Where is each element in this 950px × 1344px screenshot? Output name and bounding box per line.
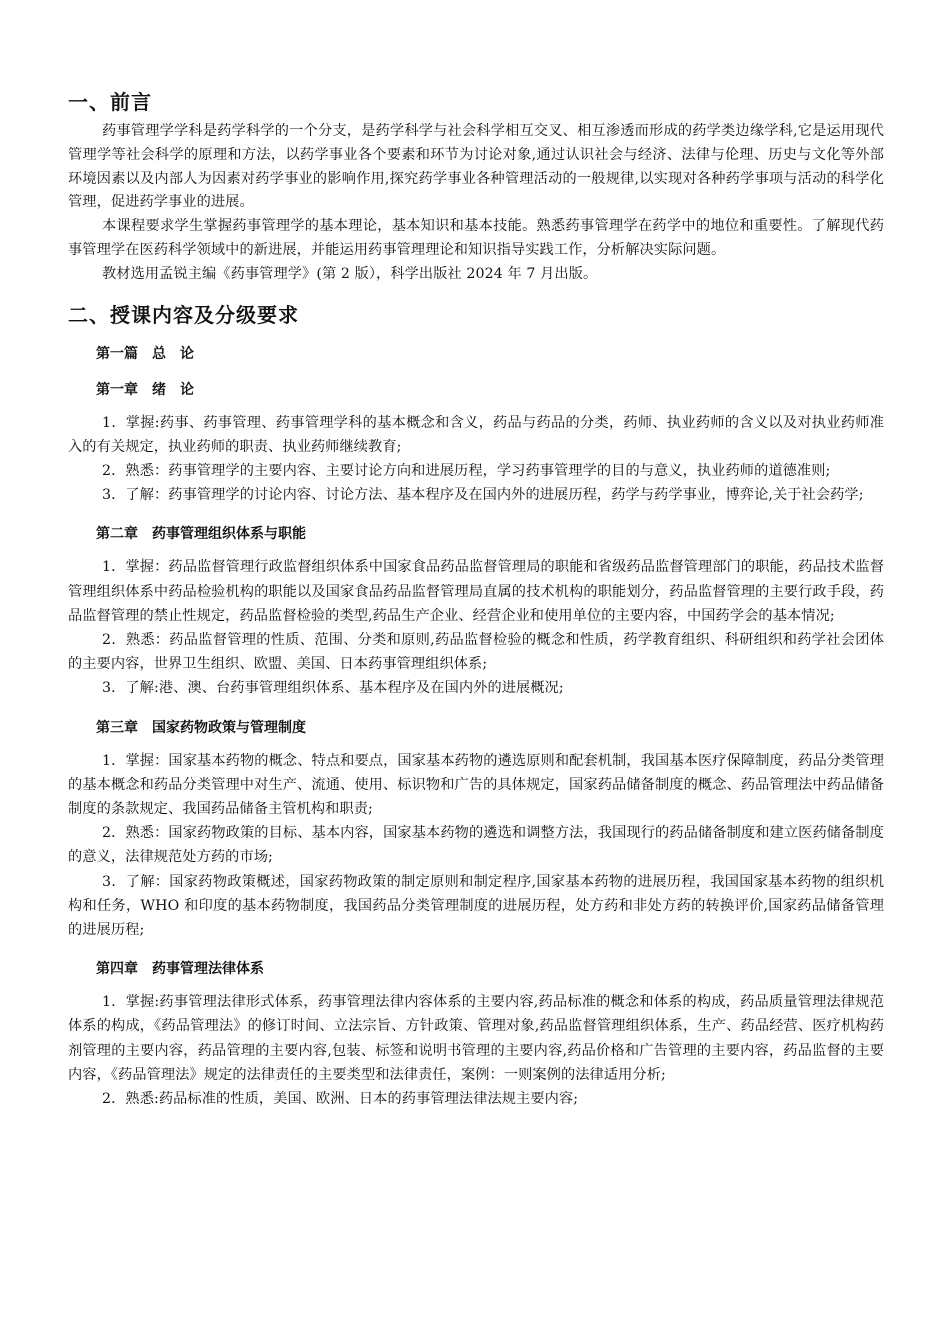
chapter-items	[68, 411, 884, 508]
requirement-item: 1．掌握：国家基本药物的概念、特点和要点，国家基本药物的遴选原则和配套机制，我国基本医疗保障制度，药品分类管理的基本概念和药品分类管理中对生产、流通、使用、标识物和广告的具体规定，国家药品储备制度的概念、药品管理法中药品储备制度的条款规定、我国药品储备主管机构和职责;	[68, 752, 884, 818]
chapter-items	[68, 555, 884, 700]
requirement-item: 2．熟悉：国家药物政策的目标、基本内容，国家基本药物的遴选和调整方法，我国现行的药品储备制度和建立医药储备制度的意义，法律规范处方药的市场;	[68, 825, 884, 866]
chapter-title: 第三章 国家药物政策与管理制度	[96, 719, 306, 736]
requirement-item: 3．了解：药事管理学的讨论内容、讨论方法、基本程序及在国内外的进展历程，药学与药学事业，博弈论,关于社会药学;	[102, 487, 864, 504]
chapter-items	[68, 749, 884, 943]
requirement-item: 1．掌握:药事、药事管理、药事管理学科的基本概念和含义，药品与药品的分类，药师、执业药师的含义以及对执业药师准入的有关规定，执业药师的职责、执业药师继续教育;	[68, 414, 884, 455]
preface-paragraph: 药事管理学学科是药学科学的一个分支，是药学科学与社会科学相互交叉、相互渗透而形成的药学类边缘学科,它是运用现代管理学等社会科学的原理和方法，以药学事业各个要素和环节为讨论对象,通过认识社会与经济、法律与伦理、历史与文化等外部环境因素以及内部人为因素对药学事业的影响作用,探究药学事业各种管理活动的一般规律,以实现对各种药学事项与活动的科学化管理，促进药学事业的进展。	[68, 123, 884, 211]
preface-paragraph: 本课程要求学生掌握药事管理学的基本理论，基本知识和基本技能。熟悉药事管理学在药学中的地位和重要性。了解现代药事管理学在医药科学领域中的新进展，并能运用药事管理理论和知识指导实践工作，分析解决实际问题。	[68, 218, 884, 258]
chapter-title: 第四章 药事管理法律体系	[96, 961, 264, 978]
requirement-item: 3．了解：国家药物政策概述，国家药物政策的制定原则和制定程序,国家基本药物的进展历程，我国国家基本药物的组织机构和任务，WHO 和印度的基本药物制度，我国药品分类管理制度的进展历程，处方药和非处方药的转换评价,国家药品储备管理的进展历程;	[68, 873, 884, 939]
requirement-item: 1．掌握:药事管理法律形式体系，药事管理法律内容体系的主要内容,药品标准的概念和体系的构成，药品质量管理法律规范体系的构成，《药品管理法》的修订时间、立法宗旨、方针政策、管理对象,药品监督管理组织体系，生产、药品经营、医疗机构药剂管理的主要内容，药品管理的主要内容,包装、标签和说明书管理的主要内容,药品价格和广告管理的主要内容，药品监督的主要内容，《药品管理法》规定的法律责任的主要类型和法律责任，案例：一则案例的法律适用分析;	[68, 994, 884, 1083]
part-title: 第一篇 总 论	[96, 345, 194, 362]
requirement-item: 2．熟悉:药品标准的性质，美国、欧洲、日本的药事管理法律法规主要内容;	[102, 1091, 579, 1108]
requirement-item: 3．了解:港、澳、台药事管理组织体系、基本程序及在国内外的进展概况;	[102, 680, 564, 697]
requirement-item: 2．熟悉：药品监督管理的性质、范围、分类和原则,药品监督检验的概念和性质，药学教育组织、科研组织和药学社会团体的主要内容，世界卫生组织、欧盟、美国、日本药事管理组织体系;	[68, 632, 884, 673]
section-heading-preface: 一、前言	[68, 90, 152, 114]
requirement-item: 2．熟悉：药事管理学的主要内容、主要讨论方向和进展历程，学习药事管理学的目的与意义，执业药师的道德准则;	[102, 462, 831, 479]
requirement-item: 1．掌握：药品监督管理行政监督组织体系中国家食品药品监督管理局的职能和省级药品监督管理部门的职能，药品技术监督管理组织体系中药品检验机构的职能以及国家食品药品监督管理局直属的技术机构的职能划分，药品监督管理的主要行政手段，药品监督管理的禁止性规定，药品监督检验的类型,药品生产企业、经营企业和使用单位的主要内容，中国药学会的基本情况;	[68, 559, 884, 624]
chapter-title: 第一章 绪 论	[96, 381, 194, 398]
chapter-title: 第二章 药事管理组织体系与职能	[96, 526, 306, 543]
chapter-items	[68, 990, 884, 1111]
preface-paragraph: 教材选用孟锐主编《药事管理学》(第 2 版），科学出版社 2024 年 7 月出版。	[102, 265, 598, 282]
section-heading-content: 二、授课内容及分级要求	[68, 302, 299, 327]
document-page	[68, 88, 884, 1111]
